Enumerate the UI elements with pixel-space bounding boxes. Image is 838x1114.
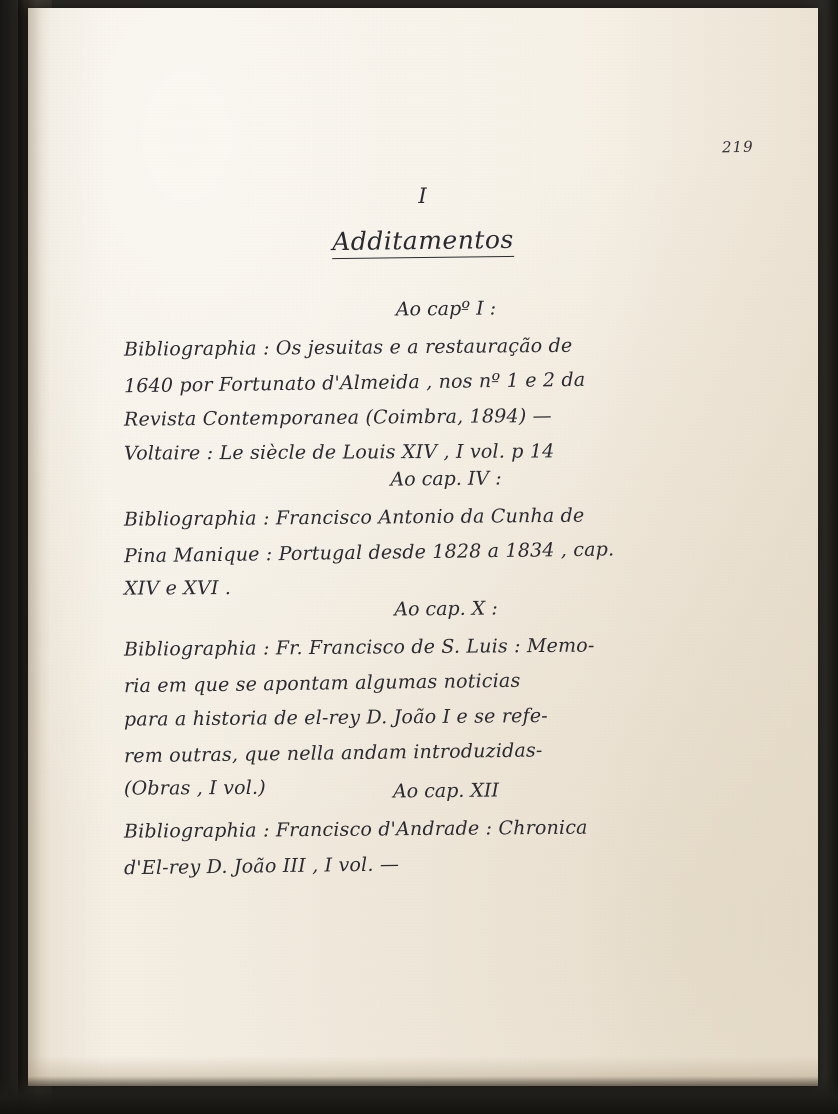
section-2-line-1: Bibliographia : Francisco Antonio da Cunha de — [123, 504, 585, 531]
section-block-3 — [124, 598, 734, 805]
right-edge-shadow — [820, 0, 838, 1114]
section-heading-3: Ao cap. X : — [394, 597, 498, 621]
section-4-line-1: Bibliographia : Francisco d'Andrade : Chronica — [123, 816, 588, 843]
section-1-line-3: Revista Contemporanea (Coimbra, 1894) — — [123, 404, 552, 431]
section-heading-4: Ao cap. XII — [392, 779, 500, 803]
section-numeral: I — [418, 184, 428, 208]
section-3-line-2: ria em que se apontam algumas noticias — [123, 669, 521, 698]
section-block-2 — [124, 468, 734, 605]
section-2-line-2: Pina Manique : Portugal desde 1828 a 1834 , cap. — [123, 538, 615, 568]
page-title — [28, 221, 818, 260]
section-heading-1: Ao capº I : — [395, 297, 497, 321]
section-block-4 — [124, 780, 734, 882]
section-3-line-1: Bibliographia : Fr. Francisco de S. Luis : Memo- — [123, 634, 595, 661]
section-3-line-4: rem outras, que nella andam introduzidas- — [123, 739, 543, 768]
page-title-text: Additamentos — [332, 225, 514, 259]
paper-sheet — [28, 8, 818, 1086]
section-3-line-5: (Obras , I vol.) — [123, 776, 266, 800]
section-4-line-2: d'El-rey D. João III , I vol. — — [123, 853, 400, 880]
section-block-1 — [124, 298, 734, 470]
section-1-line-1: Bibliographia : Os jesuitas e a restauração de — [123, 334, 573, 361]
paper-left-edge-shading — [28, 8, 50, 1086]
section-3-line-3: para a historia de el-rey D. João I e se refe- — [123, 704, 548, 731]
bottom-edge-shadow — [0, 1076, 838, 1114]
section-2-line-3: XIV e XVI . — [123, 577, 232, 600]
section-1-line-2: 1640 por Fortunato d'Almeida , nos nº 1 e 2 da — [123, 368, 586, 398]
section-1-line-4: Voltaire : Le siècle de Louis XIV , I vol. p 14 — [123, 440, 555, 465]
folio-number: 219 — [722, 137, 755, 157]
section-heading-2: Ao cap. IV : — [390, 467, 502, 491]
